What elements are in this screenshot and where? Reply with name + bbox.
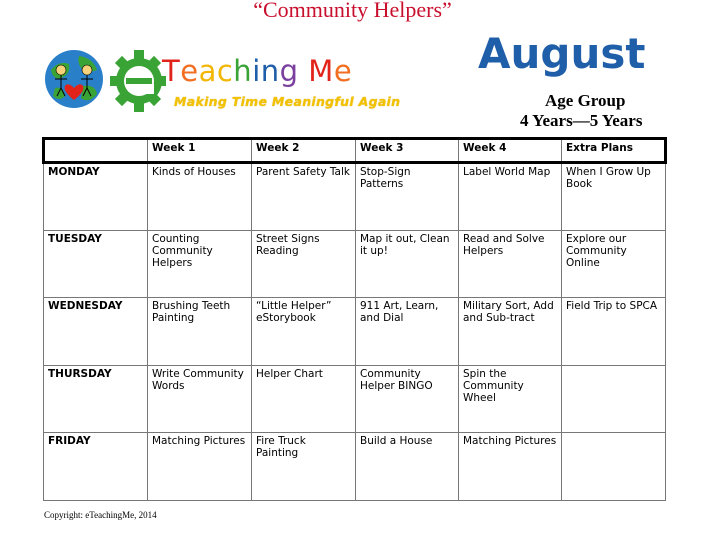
age-range: 4 Years—5 Years xyxy=(520,111,643,130)
brand-letter: e xyxy=(333,54,353,88)
table-cell: Explore our Community Online xyxy=(562,230,666,298)
table-cell: Kinds of Houses xyxy=(148,163,252,231)
brand-letter: g xyxy=(279,54,299,88)
table-cell: “Little Helper” eStorybook xyxy=(252,298,356,366)
age-group-label: Age Group xyxy=(545,91,626,110)
lesson-plan-table xyxy=(42,137,667,501)
table-row xyxy=(44,163,666,231)
brand-letter xyxy=(299,54,309,88)
table-cell: Stop-Sign Patterns xyxy=(356,163,459,231)
table-cell: Counting Community Helpers xyxy=(148,230,252,298)
table-cell: Matching Pictures xyxy=(148,433,252,501)
table-cell: Community Helper BINGO xyxy=(356,365,459,433)
table-cell: Map it out, Clean it up! xyxy=(356,230,459,298)
column-header xyxy=(44,139,148,163)
table-header-row xyxy=(44,139,666,163)
column-header: Week 1 xyxy=(148,139,252,163)
column-header: Week 2 xyxy=(252,139,356,163)
brand-letter: i xyxy=(252,54,261,88)
month-heading: August xyxy=(478,29,646,78)
table-cell xyxy=(562,433,666,501)
brand-logo xyxy=(110,48,400,114)
copyright-notice: Copyright: eTeachingMe, 2014 xyxy=(44,510,157,520)
column-header: Week 3 xyxy=(356,139,459,163)
brand-name xyxy=(162,54,352,88)
day-label: THURSDAY xyxy=(44,365,148,433)
table-row xyxy=(44,365,666,433)
globe-kids-logo-icon xyxy=(41,48,107,110)
brand-letter: e xyxy=(180,54,199,88)
table-cell: Label World Map xyxy=(459,163,562,231)
table-cell: Fire Truck Painting xyxy=(252,433,356,501)
brand-letter: c xyxy=(216,54,234,88)
table-cell: Military Sort, Add and Sub-tract xyxy=(459,298,562,366)
page-title: “Community Helpers” xyxy=(253,0,452,22)
table-row xyxy=(44,433,666,501)
day-label: FRIDAY xyxy=(44,433,148,501)
table-cell: Parent Safety Talk xyxy=(252,163,356,231)
table-cell: When I Grow Up Book xyxy=(562,163,666,231)
day-label: MONDAY xyxy=(44,163,148,231)
brand-letter: M xyxy=(308,54,334,88)
table-cell: Build a House xyxy=(356,433,459,501)
table-cell: 911 Art, Learn, and Dial xyxy=(356,298,459,366)
table-cell: Read and Solve Helpers xyxy=(459,230,562,298)
table-cell: Brushing Teeth Painting xyxy=(148,298,252,366)
day-label: WEDNESDAY xyxy=(44,298,148,366)
brand-letter: a xyxy=(198,54,217,88)
table-row xyxy=(44,230,666,298)
column-header: Week 4 xyxy=(459,139,562,163)
brand-letter: T xyxy=(162,54,181,88)
table-cell: Field Trip to SPCA xyxy=(562,298,666,366)
day-label: TUESDAY xyxy=(44,230,148,298)
table-cell: Street Signs Reading xyxy=(252,230,356,298)
column-header: Extra Plans xyxy=(562,139,666,163)
age-group xyxy=(520,91,690,131)
table-cell: Matching Pictures xyxy=(459,433,562,501)
table-row xyxy=(44,298,666,366)
table-cell: Helper Chart xyxy=(252,365,356,433)
table-cell: Write Community Words xyxy=(148,365,252,433)
gear-e-icon xyxy=(110,48,168,114)
brand-tagline: Making Time Meaningful Again xyxy=(174,94,401,109)
brand-letter: n xyxy=(260,54,280,88)
table-cell xyxy=(562,365,666,433)
table-cell: Spin the Community Wheel xyxy=(459,365,562,433)
brand-letter: h xyxy=(233,54,253,88)
